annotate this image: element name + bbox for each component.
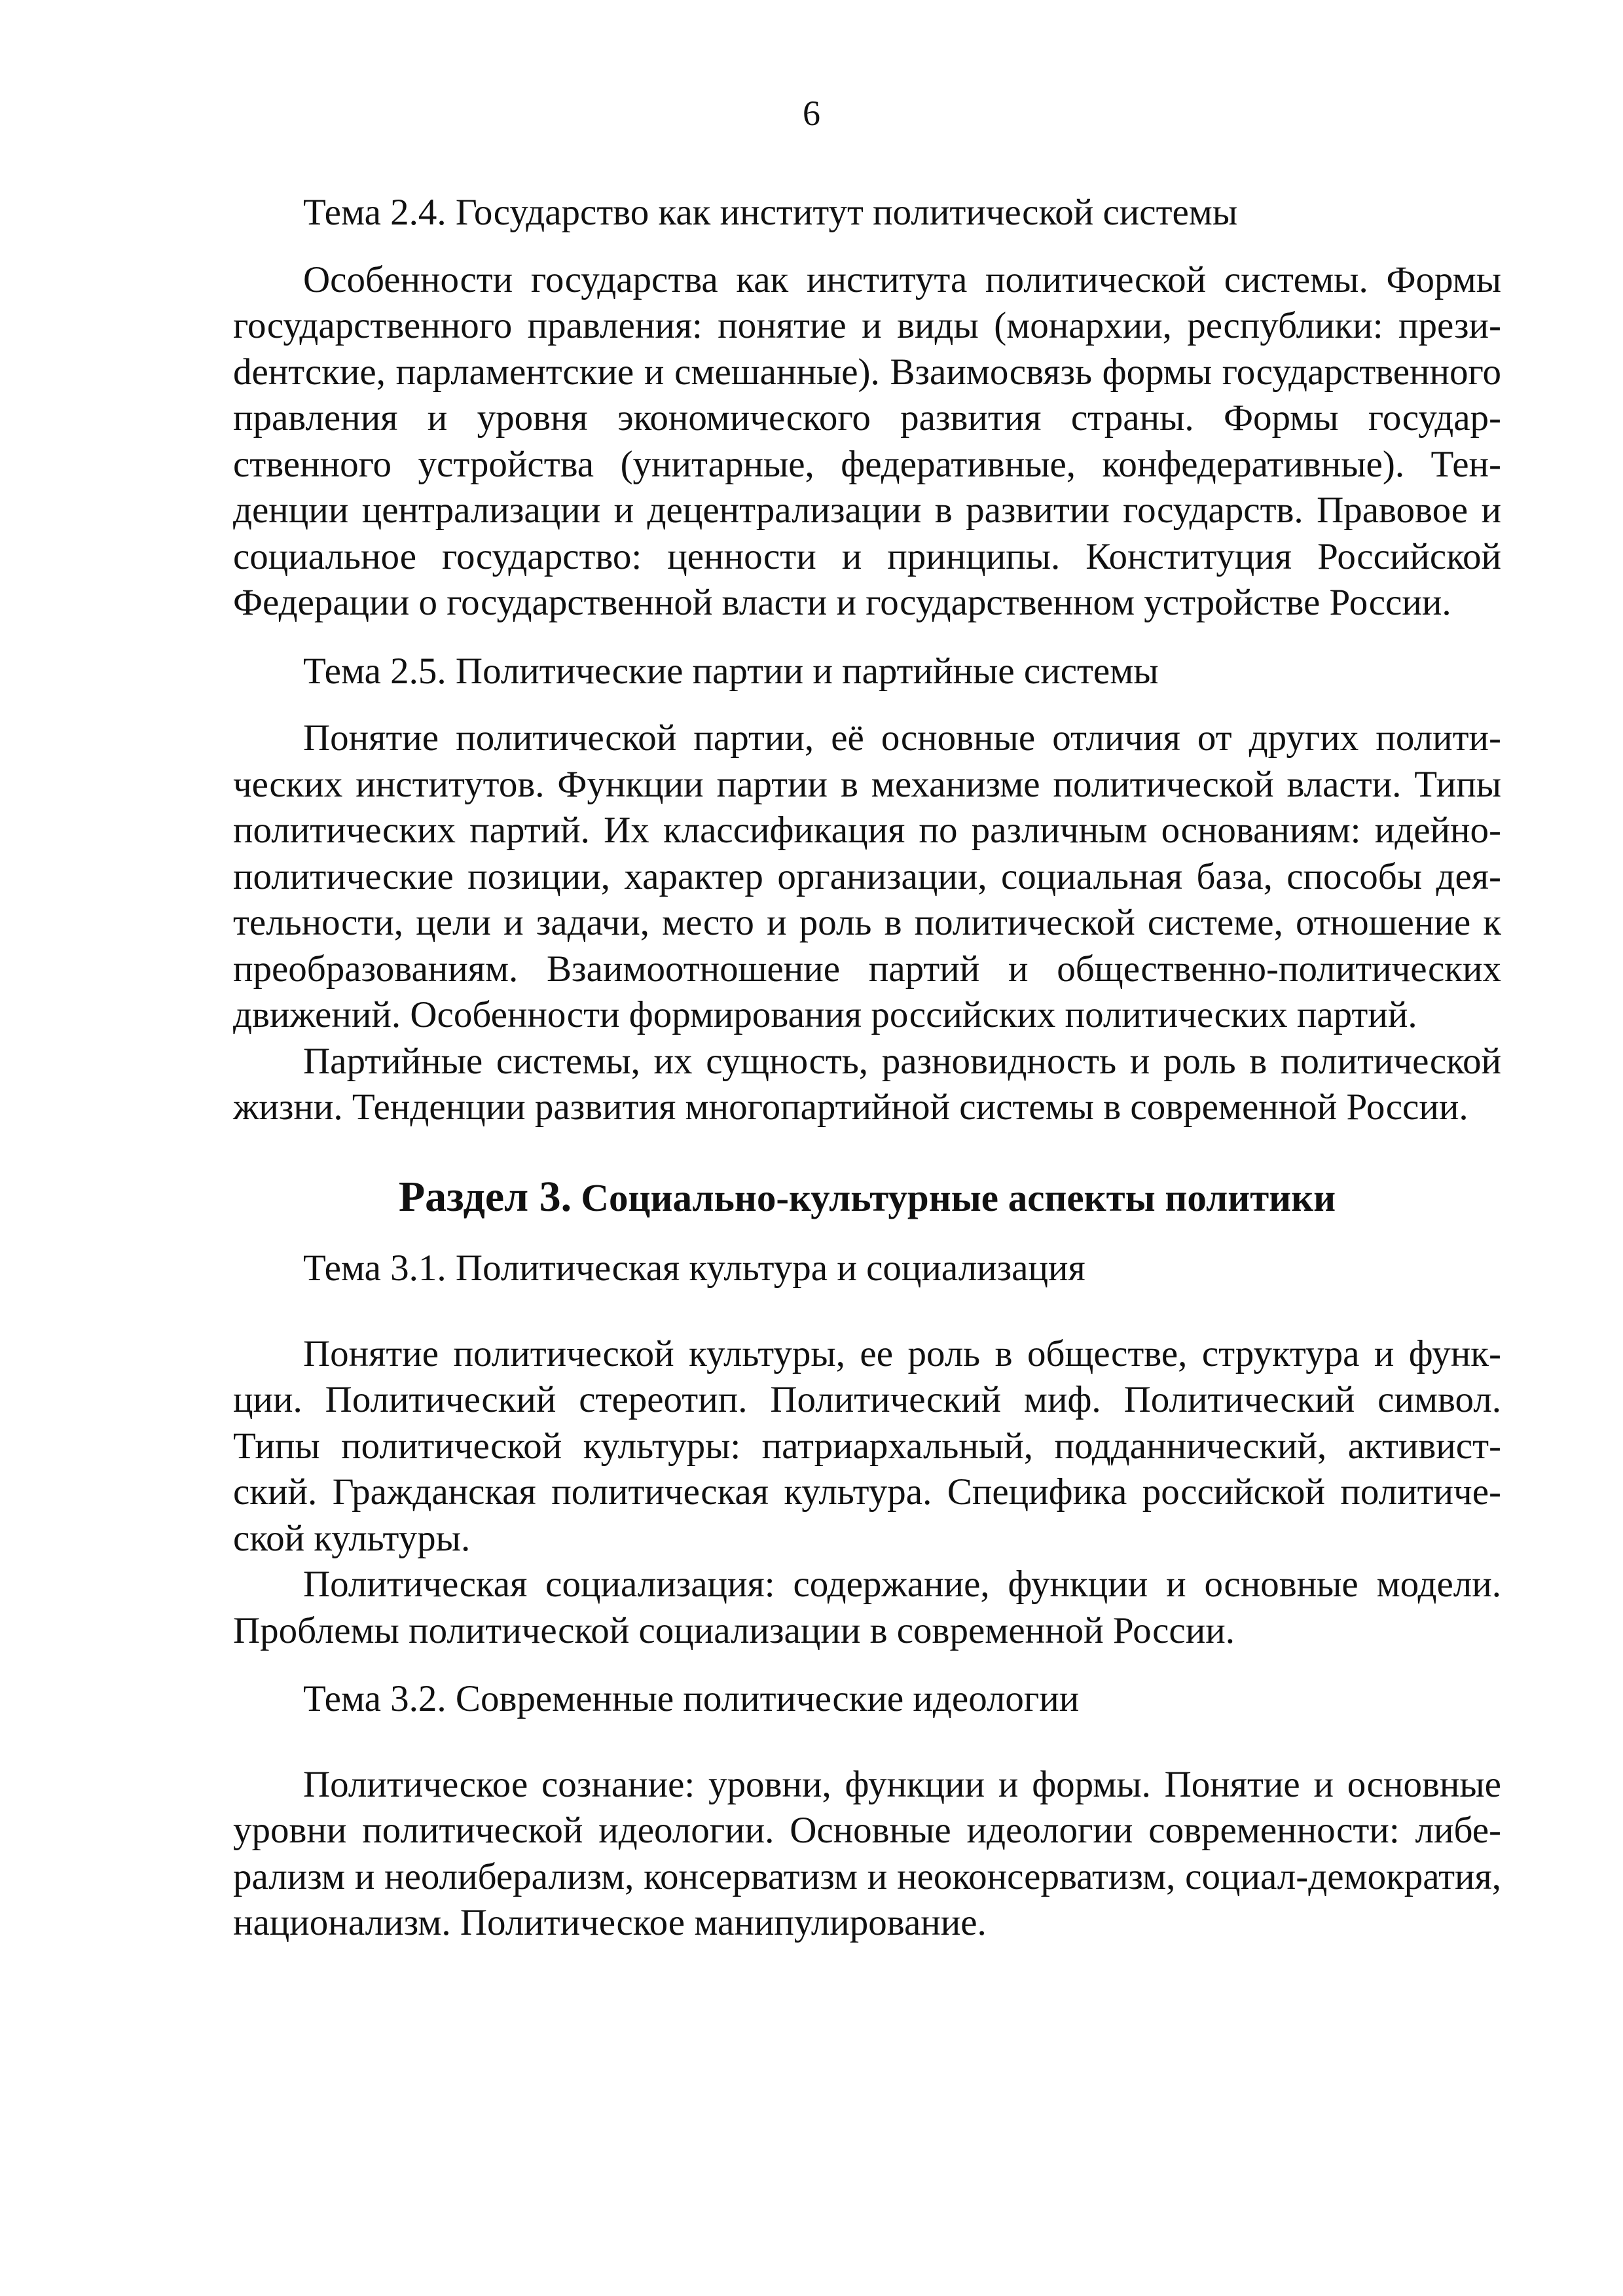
spacer — [233, 694, 1501, 715]
spacer — [233, 1292, 1501, 1331]
topic-2-4-paragraph-1: Особенности государства как института политической системы. Формы государственного правления: понятие и виды (монархии, республики: презиdентские, парламентские и смешанные). Взаимосвязь формы государственного правления и уровня экономического развития страны. Формы государственного устройства (унитарные, федеративные, конфедеративные). Тенденции централизации и децентрализации в развитии государств. Правовое и социальное государство: ценности и принципы. Конституция Российской Федерации о государственной власти и государственном устройстве России. — [233, 259, 1501, 623]
topic-2-5-paragraph-2: Партийные системы, их сущность, разновидность и роль в политической жизни. Тенденции развития многопартийной системы в современной России. — [233, 1040, 1501, 1128]
topic-2-5-paragraph-1: Понятие политической партии, её основные отличия от других политических институтов. Функции партии в механизме политической власти. Типы политических партий. Их классификация по различным основаниям: идейно-политические позиции, характер организации, социальная база, способы деятельности, цели и задачи, место и роль в политической системе, отношение к преобразованиям. Взаимоотношение партий и общественно-политических движений. Особенности формирования российских политических партий. — [233, 717, 1501, 1035]
spacer — [233, 1222, 1501, 1246]
section-3-heading — [233, 1174, 1501, 1223]
topic-3-2-title: Тема 3.2. Современные политические идеологии — [303, 1678, 1080, 1719]
topic-3-1-paragraph-2: Политическая социализация: содержание, функции и основные модели. Проблемы политической социализации в современной России. — [233, 1564, 1501, 1651]
topic-2-4-title: Тема 2.4. Государство как институт политической системы — [303, 192, 1238, 233]
page-number: 6 — [803, 94, 820, 133]
topic-2-5-title: Тема 2.5. Политические партии и партийные системы — [303, 650, 1159, 692]
spacer — [233, 236, 1501, 257]
topic-3-1-title: Тема 3.1. Политическая культура и социализация — [303, 1247, 1085, 1289]
spacer — [233, 1654, 1501, 1676]
topic-3-2-paragraph-1: Политическое сознание: уровни, функции и формы. Понятие и основные уровни политической идеологии. Основные идеологии современности: либерализм и неолиберализм, консерватизм и неоконсерватизм, социал-демократия, национализм. Политическое манипулирование. — [233, 1763, 1501, 1943]
section-3-title: Социально-культурные аспекты политики — [581, 1175, 1336, 1219]
spacer — [233, 1131, 1501, 1174]
spacer — [233, 626, 1501, 649]
spacer — [233, 1723, 1501, 1762]
topic-3-1-paragraph-1: Понятие политической культуры, ее роль в обществе, структура и функции. Политический стереотип. Политический миф. Политический символ. Типы политической культуры: патриархальный, подданнический, активистский. Гражданская политическая культура. Специфика российской политической культуры. — [233, 1333, 1501, 1559]
section-3-label: Раздел 3. — [398, 1172, 572, 1221]
page-content — [233, 190, 1501, 1946]
